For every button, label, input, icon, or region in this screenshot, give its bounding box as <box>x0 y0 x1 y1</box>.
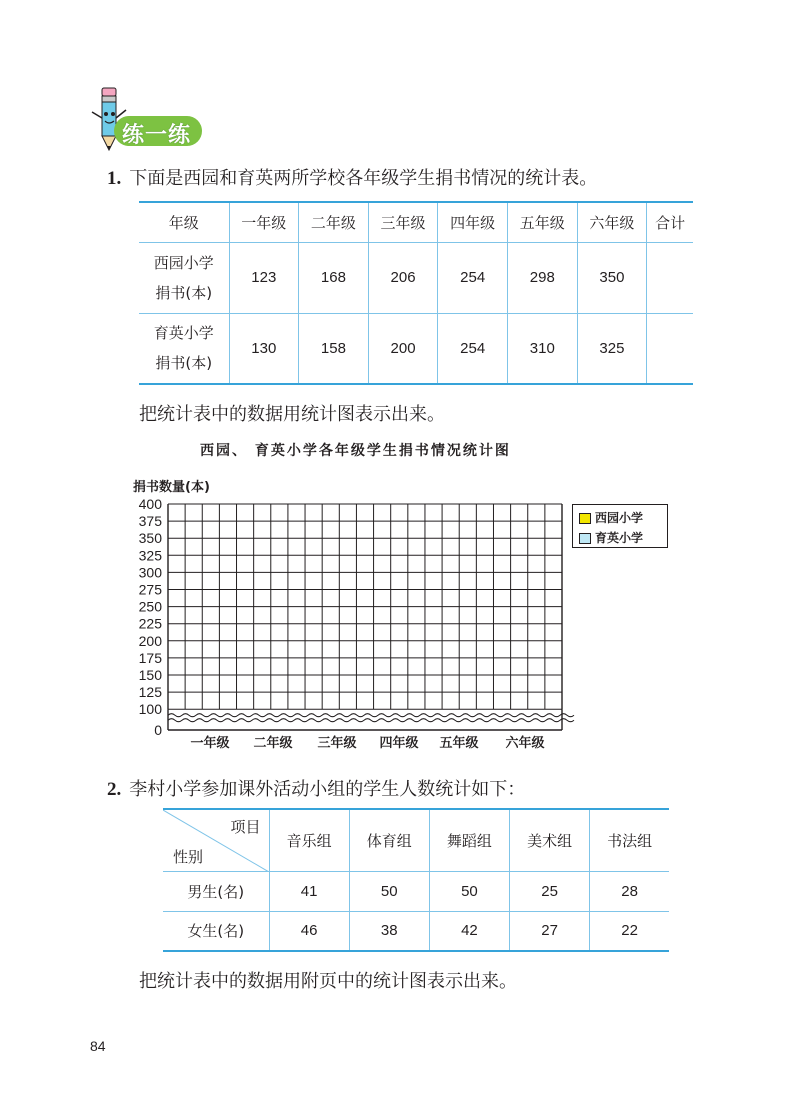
table-cell: 254 <box>438 313 508 384</box>
table-cell: 27 <box>510 911 590 951</box>
legend-label: 育英小学 <box>595 531 644 545</box>
y-tick-label: 275 <box>138 581 162 598</box>
table-cell: 22 <box>590 911 669 951</box>
corner-top-label: 项目 <box>230 818 261 836</box>
table-cell: 325 <box>577 313 647 384</box>
y-tick-label: 100 <box>138 701 162 718</box>
question-2-instruction: 把统计表中的数据用附页中的统计图表示出来。 <box>139 971 517 992</box>
axis-break-wave <box>168 719 574 722</box>
page-number: 84 <box>90 1038 106 1054</box>
y-tick-label: 200 <box>138 632 162 649</box>
x-category-label: 一年级 <box>190 736 230 751</box>
header-cell: 一年级 <box>229 202 299 242</box>
header-cell: 六年级 <box>577 202 647 242</box>
row-label-line2: 捐书(本) <box>155 283 213 302</box>
row-label-line1: 西园小学 <box>153 253 214 272</box>
x-category-label: 二年级 <box>253 736 293 751</box>
table-row <box>163 871 669 911</box>
table-cell: 200 <box>368 313 438 384</box>
x-category-label: 三年级 <box>317 736 357 751</box>
header-cell: 二年级 <box>299 202 369 242</box>
row-label: 女生(名) <box>187 922 245 941</box>
chart-title: 西园、 育英小学各年级学生捐书情况统计图 <box>200 443 511 459</box>
y-tick-label: 375 <box>138 513 162 530</box>
y-tick-label: 300 <box>138 564 162 581</box>
table-cell: 298 <box>508 242 578 313</box>
badge-title: 练一练 <box>122 123 192 148</box>
table-cell: 25 <box>510 871 590 911</box>
table-cell: 50 <box>429 871 509 911</box>
header-cell: 音乐组 <box>269 809 349 871</box>
chart-y-axis-label: 捐书数量(本) <box>133 480 210 495</box>
question-2 <box>107 775 525 801</box>
y-tick-label: 400 <box>138 496 162 512</box>
table-cell: 28 <box>590 871 669 911</box>
question-1-text: 下面是西园和育英两所学校各年级学生捐书情况的统计表。 <box>129 168 598 189</box>
question-2-text: 李村小学参加课外活动小组的学生人数统计如下： <box>129 779 526 800</box>
table-cell: 42 <box>429 911 509 951</box>
legend-swatch-yellow <box>579 513 591 524</box>
table-cell: 168 <box>299 242 369 313</box>
table-cell: 123 <box>229 242 299 313</box>
table-cell: 206 <box>368 242 438 313</box>
table-cell: 50 <box>349 871 429 911</box>
table-cell: 38 <box>349 911 429 951</box>
table-cell: 350 <box>577 242 647 313</box>
header-cell: 美术组 <box>510 809 590 871</box>
y-tick-label: 350 <box>138 530 162 547</box>
table-cell: 158 <box>299 313 369 384</box>
header-cell: 年级 <box>139 202 229 242</box>
y-tick-label: 175 <box>138 649 162 666</box>
legend-item-xiyuan <box>579 509 643 526</box>
question-1-number: 1. <box>107 168 122 189</box>
row-label: 男生(名) <box>163 871 269 911</box>
legend-item-yuying <box>579 529 643 546</box>
question-2-number: 2. <box>107 779 122 800</box>
y-tick-label: 125 <box>138 684 162 701</box>
legend-swatch-blue <box>579 533 591 544</box>
y-tick-label: 250 <box>138 598 162 615</box>
x-category-label: 四年级 <box>379 736 419 751</box>
header-cell: 五年级 <box>508 202 578 242</box>
x-category-label: 五年级 <box>439 736 479 751</box>
axis-break-wave <box>168 714 574 717</box>
table-cell: 254 <box>438 242 508 313</box>
header-cell: 体育组 <box>349 809 429 871</box>
y-tick-label: 0 <box>154 722 162 738</box>
corner-bottom-label: 性别 <box>173 847 204 866</box>
activity-table <box>163 808 669 952</box>
y-tick-label: 225 <box>138 615 162 632</box>
chart-legend <box>572 504 668 548</box>
table-row <box>163 911 669 951</box>
corner-cell <box>163 809 269 871</box>
table-cell: 46 <box>269 911 349 951</box>
header-cell: 四年级 <box>438 202 508 242</box>
table-cell: 41 <box>269 871 349 911</box>
header-cell: 合计 <box>647 202 693 242</box>
header-cell: 三年级 <box>368 202 438 242</box>
header-cell: 舞蹈组 <box>429 809 509 871</box>
row-label-line1: 育英小学 <box>153 324 214 343</box>
table-header-row <box>163 809 669 871</box>
question-1-instruction: 把统计表中的数据用统计图表示出来。 <box>139 404 445 425</box>
y-tick-label: 150 <box>138 667 162 683</box>
legend-label: 西园小学 <box>595 511 644 525</box>
x-category-label: 六年级 <box>505 736 545 751</box>
header-cell: 书法组 <box>590 809 669 871</box>
table-cell: 310 <box>508 313 578 384</box>
table-cell: 130 <box>229 313 299 384</box>
row-label-line2: 捐书(本) <box>155 354 213 373</box>
y-tick-label: 325 <box>138 547 162 564</box>
